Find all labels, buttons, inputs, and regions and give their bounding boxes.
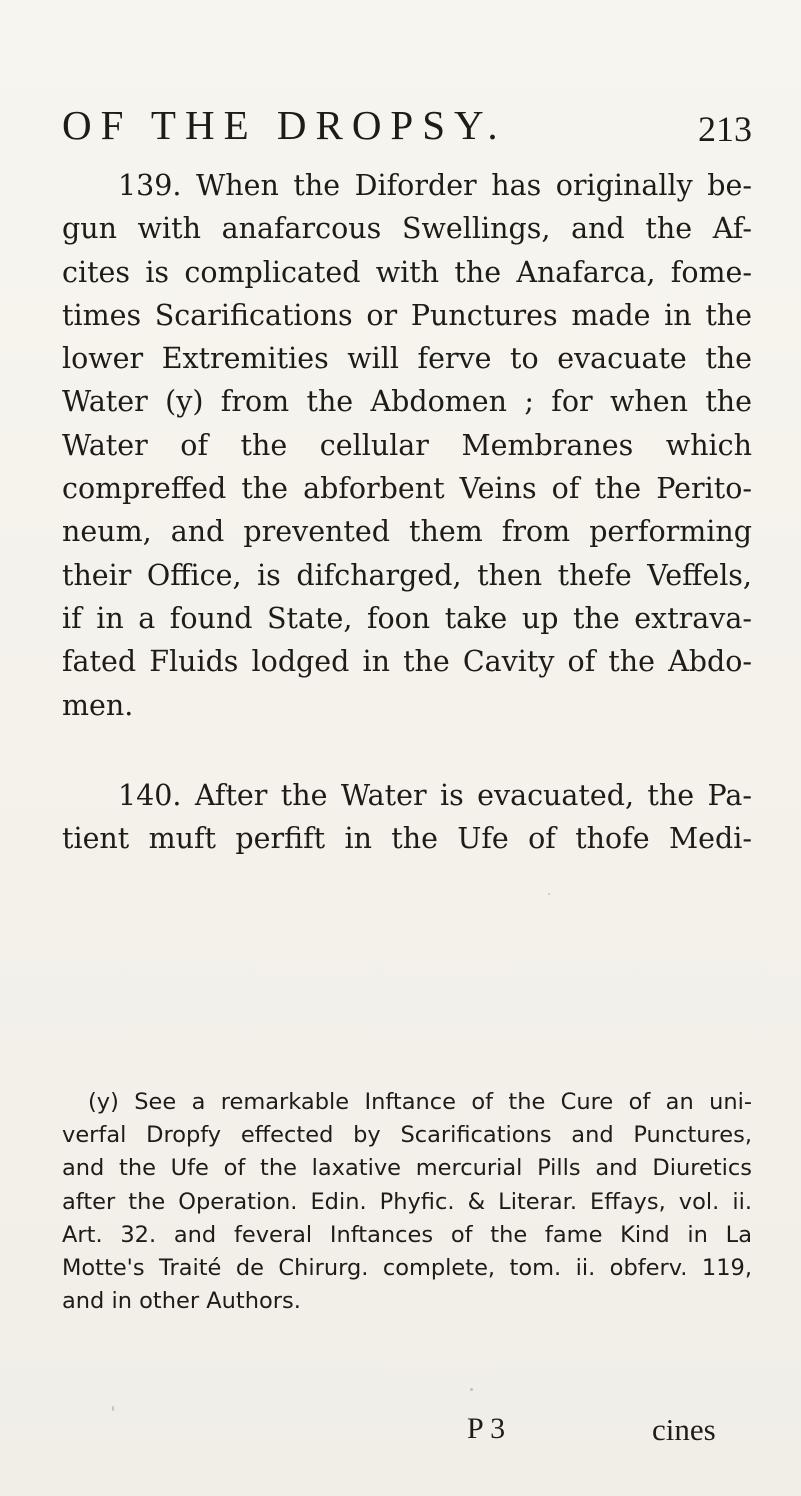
paper-speck [470, 1388, 473, 1391]
text-line: neum, and prevented them from performing [62, 515, 752, 549]
footnote-line: Art. 32. and feveral Inftances of the fame Kind in La [62, 1221, 752, 1248]
paragraph-139 [62, 164, 752, 727]
text-line: men. [62, 688, 134, 722]
text-line: times Scarifications or Punctures made in the [62, 298, 752, 332]
page-number: 213 [698, 109, 752, 149]
text-line: gun with anafarcous Swellings, and the Af- [62, 212, 752, 246]
running-title: OF THE DROPSY. [62, 102, 507, 148]
footnote-line: after the Operation. Edin. Phyfic. & Literar. Effays, vol. ii. [62, 1188, 752, 1215]
page-header [62, 100, 752, 150]
text-line: compreffed the abforbent Veins of the Perito- [62, 472, 752, 506]
text-line: their Office, is difcharged, then thefe Veffels, [62, 558, 752, 592]
text-line: Water (y) from the Abdomen ; for when the [62, 385, 752, 419]
paper-speck [112, 1406, 114, 1411]
footnote-line: and in other Authors. [62, 1288, 301, 1315]
text-line: 140. After the Water is evacuated, the Pa- [118, 778, 752, 812]
signature-mark: P 3 [467, 1412, 506, 1445]
text-line: if in a found State, foon take up the extrava- [62, 601, 752, 635]
text-line: Water of the cellular Membranes which [62, 428, 752, 462]
footnote-line: and the Ufe of the laxative mercurial Pills and Diuretics [62, 1155, 752, 1182]
text-line: 139. When the Diforder has originally be- [118, 169, 752, 202]
footnote-line: verfal Dropfy effected by Scarifications and Punctures, [62, 1122, 752, 1149]
text-line: tient muft perfift in the Ufe of thofe Medi- [62, 822, 752, 856]
footnote-line: Motte's Traité de Chirurg. complete, tom. ii. obferv. 119, [62, 1255, 752, 1282]
footnote [62, 1086, 752, 1318]
body-text [62, 164, 752, 860]
text-line: fated Fluids lodged in the Cavity of the Abdo- [62, 645, 752, 679]
text-line: cites is complicated with the Anafarca, fome- [62, 255, 752, 289]
footnote-line: (y) See a remarkable Inftance of the Cure of an uni- [88, 1089, 752, 1115]
text-line: lower Extremities will ferve to evacuate the [62, 342, 752, 376]
catchword: cines [652, 1412, 716, 1447]
paper-speck [548, 893, 550, 895]
paragraph-140 [62, 774, 752, 861]
